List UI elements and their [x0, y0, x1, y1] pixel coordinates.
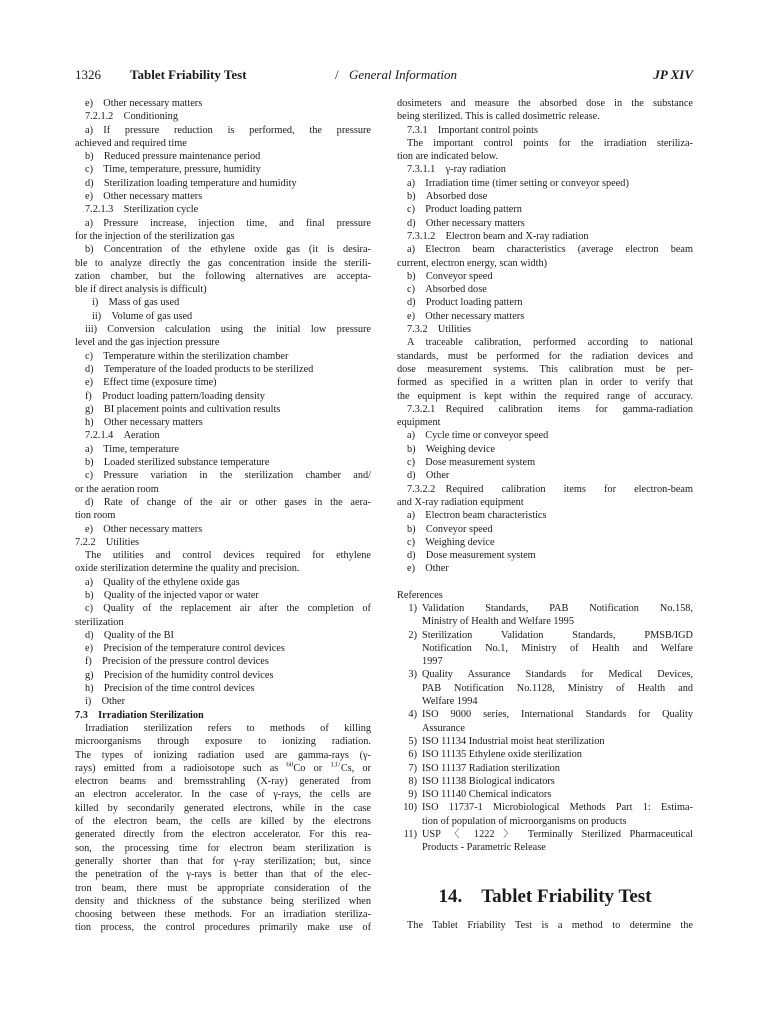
- reference-item: [397, 748, 693, 761]
- list-item: c) Quality of the replacement air after the completion of: [85, 603, 371, 615]
- paragraph-line: generally shorter than that for γ-ray sterilization; but, since: [75, 855, 371, 867]
- reference-line: ISO 11134 Industrial moist heat sterilization: [422, 735, 605, 747]
- reference-line: ISO 11138 Biological indicators: [422, 775, 555, 787]
- paragraph-line: The types of ionizing radiation used are gamma-rays (γ-: [75, 749, 371, 761]
- paragraph-line: dose measurement systems. This calibration must be per-: [397, 363, 693, 375]
- list-item: h) Precision of the time control devices: [85, 683, 255, 695]
- list-item: b) Conveyor speed: [407, 523, 493, 535]
- reference-text: [422, 668, 693, 708]
- list-item: f) Product loading pattern/loading density: [85, 390, 265, 402]
- reference-number: 7): [408, 762, 417, 774]
- subsection-heading: 7.3.2 Utilities: [407, 324, 472, 336]
- reference-number: 2): [408, 629, 417, 641]
- reference-number: 4): [408, 709, 417, 721]
- reference-number: 11): [403, 829, 417, 841]
- paragraph-line: son, the processing time for electron beam sterilization is: [75, 842, 371, 854]
- list-item: f) Precision of the pressure control devices: [85, 656, 269, 668]
- list-item: b) Concentration of the ethylene oxide gas (it is desira-: [85, 244, 371, 256]
- list-item: b) Loaded sterilized substance temperature: [85, 457, 270, 469]
- paragraph-line: tron beam, there must be appropriate consideration of the: [75, 882, 371, 894]
- reference-line: Products - Parametric Release: [422, 842, 546, 854]
- paragraph-line: The utilities and control devices required for ethylene: [85, 550, 371, 562]
- paragraph-line: tion process, the control procedures primarily make use of: [75, 922, 371, 934]
- reference-item: [397, 788, 693, 801]
- reference-line: ISO 11135 Ethylene oxide sterilization: [422, 749, 582, 761]
- reference-number: 3): [408, 669, 417, 681]
- list-item: d) Temperature of the loaded products to be sterilized: [85, 363, 314, 375]
- list-item: c) Time, temperature, pressure, humidity: [85, 164, 261, 176]
- list-item: d) Dose measurement system: [407, 550, 536, 562]
- list-item-cont: zation chamber, but the following alternatives are accepta-: [75, 270, 371, 282]
- reference-item: [397, 735, 693, 748]
- reference-line: Sterilization Validation Standards, PMSB/IGD: [422, 629, 693, 641]
- reference-line: ISO 11137 Radiation sterilization: [422, 762, 560, 774]
- reference-number: 6): [408, 749, 417, 761]
- list-item: d) Sterilization loading temperature and humidity: [85, 177, 297, 189]
- paragraph-line: being sterilized. This is called dosimetric release.: [397, 111, 600, 123]
- list-item: b) Quality of the injected vapor or water: [85, 589, 259, 601]
- list-item: e) Precision of the temperature control devices: [85, 643, 285, 655]
- list-item: b) Weighing device: [407, 443, 496, 455]
- list-item: e) Other: [407, 563, 449, 575]
- list-item: a) Pressure increase, injection time, and final pressure: [85, 217, 371, 229]
- left-column: [75, 97, 371, 935]
- list-item: e) Effect time (exposure time): [85, 377, 217, 389]
- reference-line: Validation Standards, PAB Notification No.158,: [422, 602, 693, 614]
- subsection-heading: 7.3.2.2 Required calibration items for electron-beam: [407, 483, 693, 495]
- list-item: i) Mass of gas used: [92, 297, 180, 309]
- reference-number: 10): [403, 802, 417, 814]
- list-item-cont: achieved and required time: [75, 137, 187, 149]
- subsection-heading-cont: and X-ray radiation equipment: [397, 496, 524, 508]
- list-item: h) Other necessary matters: [85, 417, 203, 429]
- list-item: g) BI placement points and cultivation results: [85, 403, 281, 415]
- reference-text: [422, 828, 693, 855]
- paragraph-line: microorganisms through exposure to ionizing radiation.: [75, 736, 371, 748]
- paragraph-line: formed as specified in a written plan in order to verify that: [397, 377, 693, 389]
- reference-number: 9): [408, 789, 417, 801]
- reference-item: [397, 708, 693, 735]
- reference-item: [397, 762, 693, 775]
- reference-line: tion of population of microorganisms on products: [422, 815, 627, 827]
- paragraph-line: [75, 762, 371, 775]
- paragraph-line: generated directly from the electron accelerator. For this rea-: [75, 829, 371, 841]
- edition-label: JP XIV: [653, 67, 693, 82]
- subsection-heading-cont: equipment: [397, 417, 441, 429]
- list-item: a) Irradiation time (timer setting or conveyor speed): [407, 177, 629, 189]
- list-item: c) Dose measurement system: [407, 457, 536, 469]
- list-item: d) Other: [407, 470, 450, 482]
- reference-line: Notification No.1, Ministry of Health and Welfare: [422, 642, 693, 654]
- header-separator: /: [335, 67, 339, 82]
- list-item: b) Conveyor speed: [407, 270, 493, 282]
- running-title: Tablet Friability Test: [130, 67, 247, 82]
- list-item: c) Absorbed dose: [407, 284, 487, 296]
- list-item: a) Time, temperature: [85, 443, 179, 455]
- reference-line: Ministry of Health and Welfare 1995: [422, 616, 574, 628]
- list-item-cont: ble if direct analysis is difficult): [75, 284, 207, 296]
- references-list: [397, 602, 693, 855]
- page-header: [75, 66, 693, 84]
- reference-text: [422, 801, 693, 828]
- text-run: Cs, or: [340, 762, 371, 774]
- paragraph-line: the penetration of the γ-rays is better than that of the elec-: [75, 869, 371, 881]
- paragraph-line: The Tablet Friability Test is a method to determine the: [407, 919, 693, 931]
- reference-line: Assurance: [422, 722, 465, 734]
- reference-item: [397, 629, 693, 669]
- reference-line: ISO 9000 series, International Standards for Quality: [422, 709, 693, 721]
- list-item: d) Product loading pattern: [407, 297, 523, 309]
- reference-line: 1997: [422, 656, 443, 668]
- running-section: General Information: [349, 67, 457, 82]
- reference-text: [422, 748, 693, 761]
- list-item: i) Other: [85, 696, 126, 708]
- list-item: e) Other necessary matters: [407, 310, 525, 322]
- list-item: c) Product loading pattern: [407, 204, 522, 216]
- subsection-heading: 7.2.1.3 Sterilization cycle: [85, 204, 199, 216]
- list-item: d) Other necessary matters: [407, 217, 525, 229]
- list-item: e) Other necessary matters: [85, 523, 203, 535]
- list-item: g) Precision of the humidity control devices: [85, 669, 274, 681]
- paragraph-line: standards, must be performed for the radiation devices and: [397, 350, 693, 362]
- reference-line: Welfare 1994: [422, 696, 478, 708]
- text-run: rays) emitted from a radioisotope such as: [75, 762, 287, 774]
- list-item-cont: tion room: [75, 510, 116, 522]
- subsection-heading: 7.2.1.2 Conditioning: [85, 111, 178, 123]
- paragraph-line: killed by secondarily generated electrons, while in the case: [75, 802, 371, 814]
- text-run: Co or: [293, 762, 331, 774]
- list-item-cont: or the aeration room: [75, 483, 159, 495]
- reference-line: PAB Notification No.1128, Ministry of Health and: [422, 682, 693, 694]
- list-item: d) Rate of change of the air or other gases in the aera-: [85, 496, 371, 508]
- reference-item: [397, 602, 693, 629]
- reference-text: [422, 602, 693, 629]
- reference-text: [422, 762, 693, 775]
- page-number: 1326: [75, 67, 101, 82]
- references-title: References: [397, 589, 443, 601]
- list-item: c) Temperature within the sterilization chamber: [85, 350, 289, 362]
- paragraph-line: density and thickness of the substance being sterilized when: [75, 895, 371, 907]
- subsection-heading: 7.3.1 Important control points: [407, 124, 538, 136]
- reference-item: [397, 828, 693, 855]
- list-item: c) Pressure variation in the sterilization chamber and/: [85, 470, 371, 482]
- list-item: d) Quality of the BI: [85, 629, 174, 641]
- reference-line: ISO 11140 Chemical indicators: [422, 789, 552, 801]
- list-item-cont: current, electron energy, scan width): [397, 257, 548, 269]
- superscript: 137: [330, 761, 341, 769]
- list-item: b) Absorbed dose: [407, 191, 488, 203]
- reference-number: 5): [408, 735, 417, 747]
- subsection-heading: 7.2.1.4 Aeration: [85, 430, 160, 442]
- list-item-cont: ble to analyze directly the gas concentration inside the sterili-: [75, 257, 371, 269]
- reference-text: [422, 735, 693, 748]
- paragraph-line: tion are indicated below.: [397, 151, 499, 163]
- superscript: 60: [286, 761, 294, 769]
- paragraph-line: choosing between these methods. For an irradiation steriliza-: [75, 909, 371, 921]
- reference-line: Quality Assurance Standards for Medical Devices,: [422, 669, 693, 681]
- list-item: a) Electron beam characteristics: [407, 510, 547, 522]
- reference-item: [397, 801, 693, 828]
- paragraph-line: dosimeters and measure the absorbed dose in the substance: [397, 98, 693, 109]
- paragraph-line: electron beams and bremsstrahling (X-ray) generated from: [75, 776, 371, 788]
- reference-number: 8): [408, 775, 417, 787]
- reference-text: [422, 788, 693, 801]
- section-heading: 7.3 Irradiation Sterilization: [75, 709, 204, 721]
- list-item: a) If pressure reduction is performed, the pressure: [85, 124, 371, 136]
- subsection-heading: 7.3.1.2 Electron beam and X-ray radiation: [407, 230, 589, 242]
- paragraph-line: oxide sterilization determine the quality and precision.: [75, 563, 300, 575]
- reference-text: [422, 775, 693, 788]
- right-column: [397, 97, 693, 932]
- list-item-cont: level and the gas injection pressure: [75, 337, 220, 349]
- list-item: a) Electron beam characteristics (average electron beam: [407, 244, 693, 256]
- paragraph-line: of the electron beam, the cells are killed by the electrons: [75, 816, 371, 828]
- list-item-cont: for the injection of the sterilization gas: [75, 230, 235, 242]
- list-item: b) Reduced pressure maintenance period: [85, 151, 261, 163]
- list-item: e) Other necessary matters: [85, 191, 203, 203]
- list-item: e) Other necessary matters: [85, 98, 203, 109]
- section-14-heading: 14. Tablet Friability Test: [438, 885, 652, 907]
- paragraph-line: an electron accelerator. In the case of γ-rays, the cells are: [75, 789, 371, 801]
- reference-line: USP 〈 1222 〉 Terminally Sterilized Pharmaceutical: [422, 829, 693, 841]
- reference-text: [422, 629, 693, 669]
- list-item: c) Weighing device: [407, 536, 495, 548]
- list-item-cont: sterilization: [75, 616, 124, 628]
- reference-number: 1): [408, 602, 417, 614]
- reference-item: [397, 668, 693, 708]
- subsection-heading: 7.3.1.1 γ-ray radiation: [407, 164, 506, 176]
- paragraph-line: The important control points for the irradiation steriliza-: [407, 137, 693, 149]
- reference-line: ISO 11737-1 Microbiological Methods Part 1: Estima-: [422, 802, 693, 814]
- subsection-heading: 7.3.2.1 Required calibration items for gamma-radiation: [407, 403, 693, 415]
- list-item: ii) Volume of gas used: [92, 310, 193, 322]
- list-item: a) Cycle time or conveyor speed: [407, 430, 549, 442]
- subsection-heading: 7.2.2 Utilities: [75, 536, 140, 548]
- reference-item: [397, 775, 693, 788]
- paragraph-line: A traceable calibration, performed according to national: [407, 337, 693, 349]
- paragraph-line: Irradiation sterilization refers to methods of killing: [85, 722, 371, 734]
- list-item: iii) Conversion calculation using the initial low pressure: [85, 324, 371, 336]
- reference-text: [422, 708, 693, 735]
- paragraph-line: the equipment is kept within the required range of accuracy.: [397, 390, 693, 402]
- list-item: a) Quality of the ethylene oxide gas: [85, 576, 240, 588]
